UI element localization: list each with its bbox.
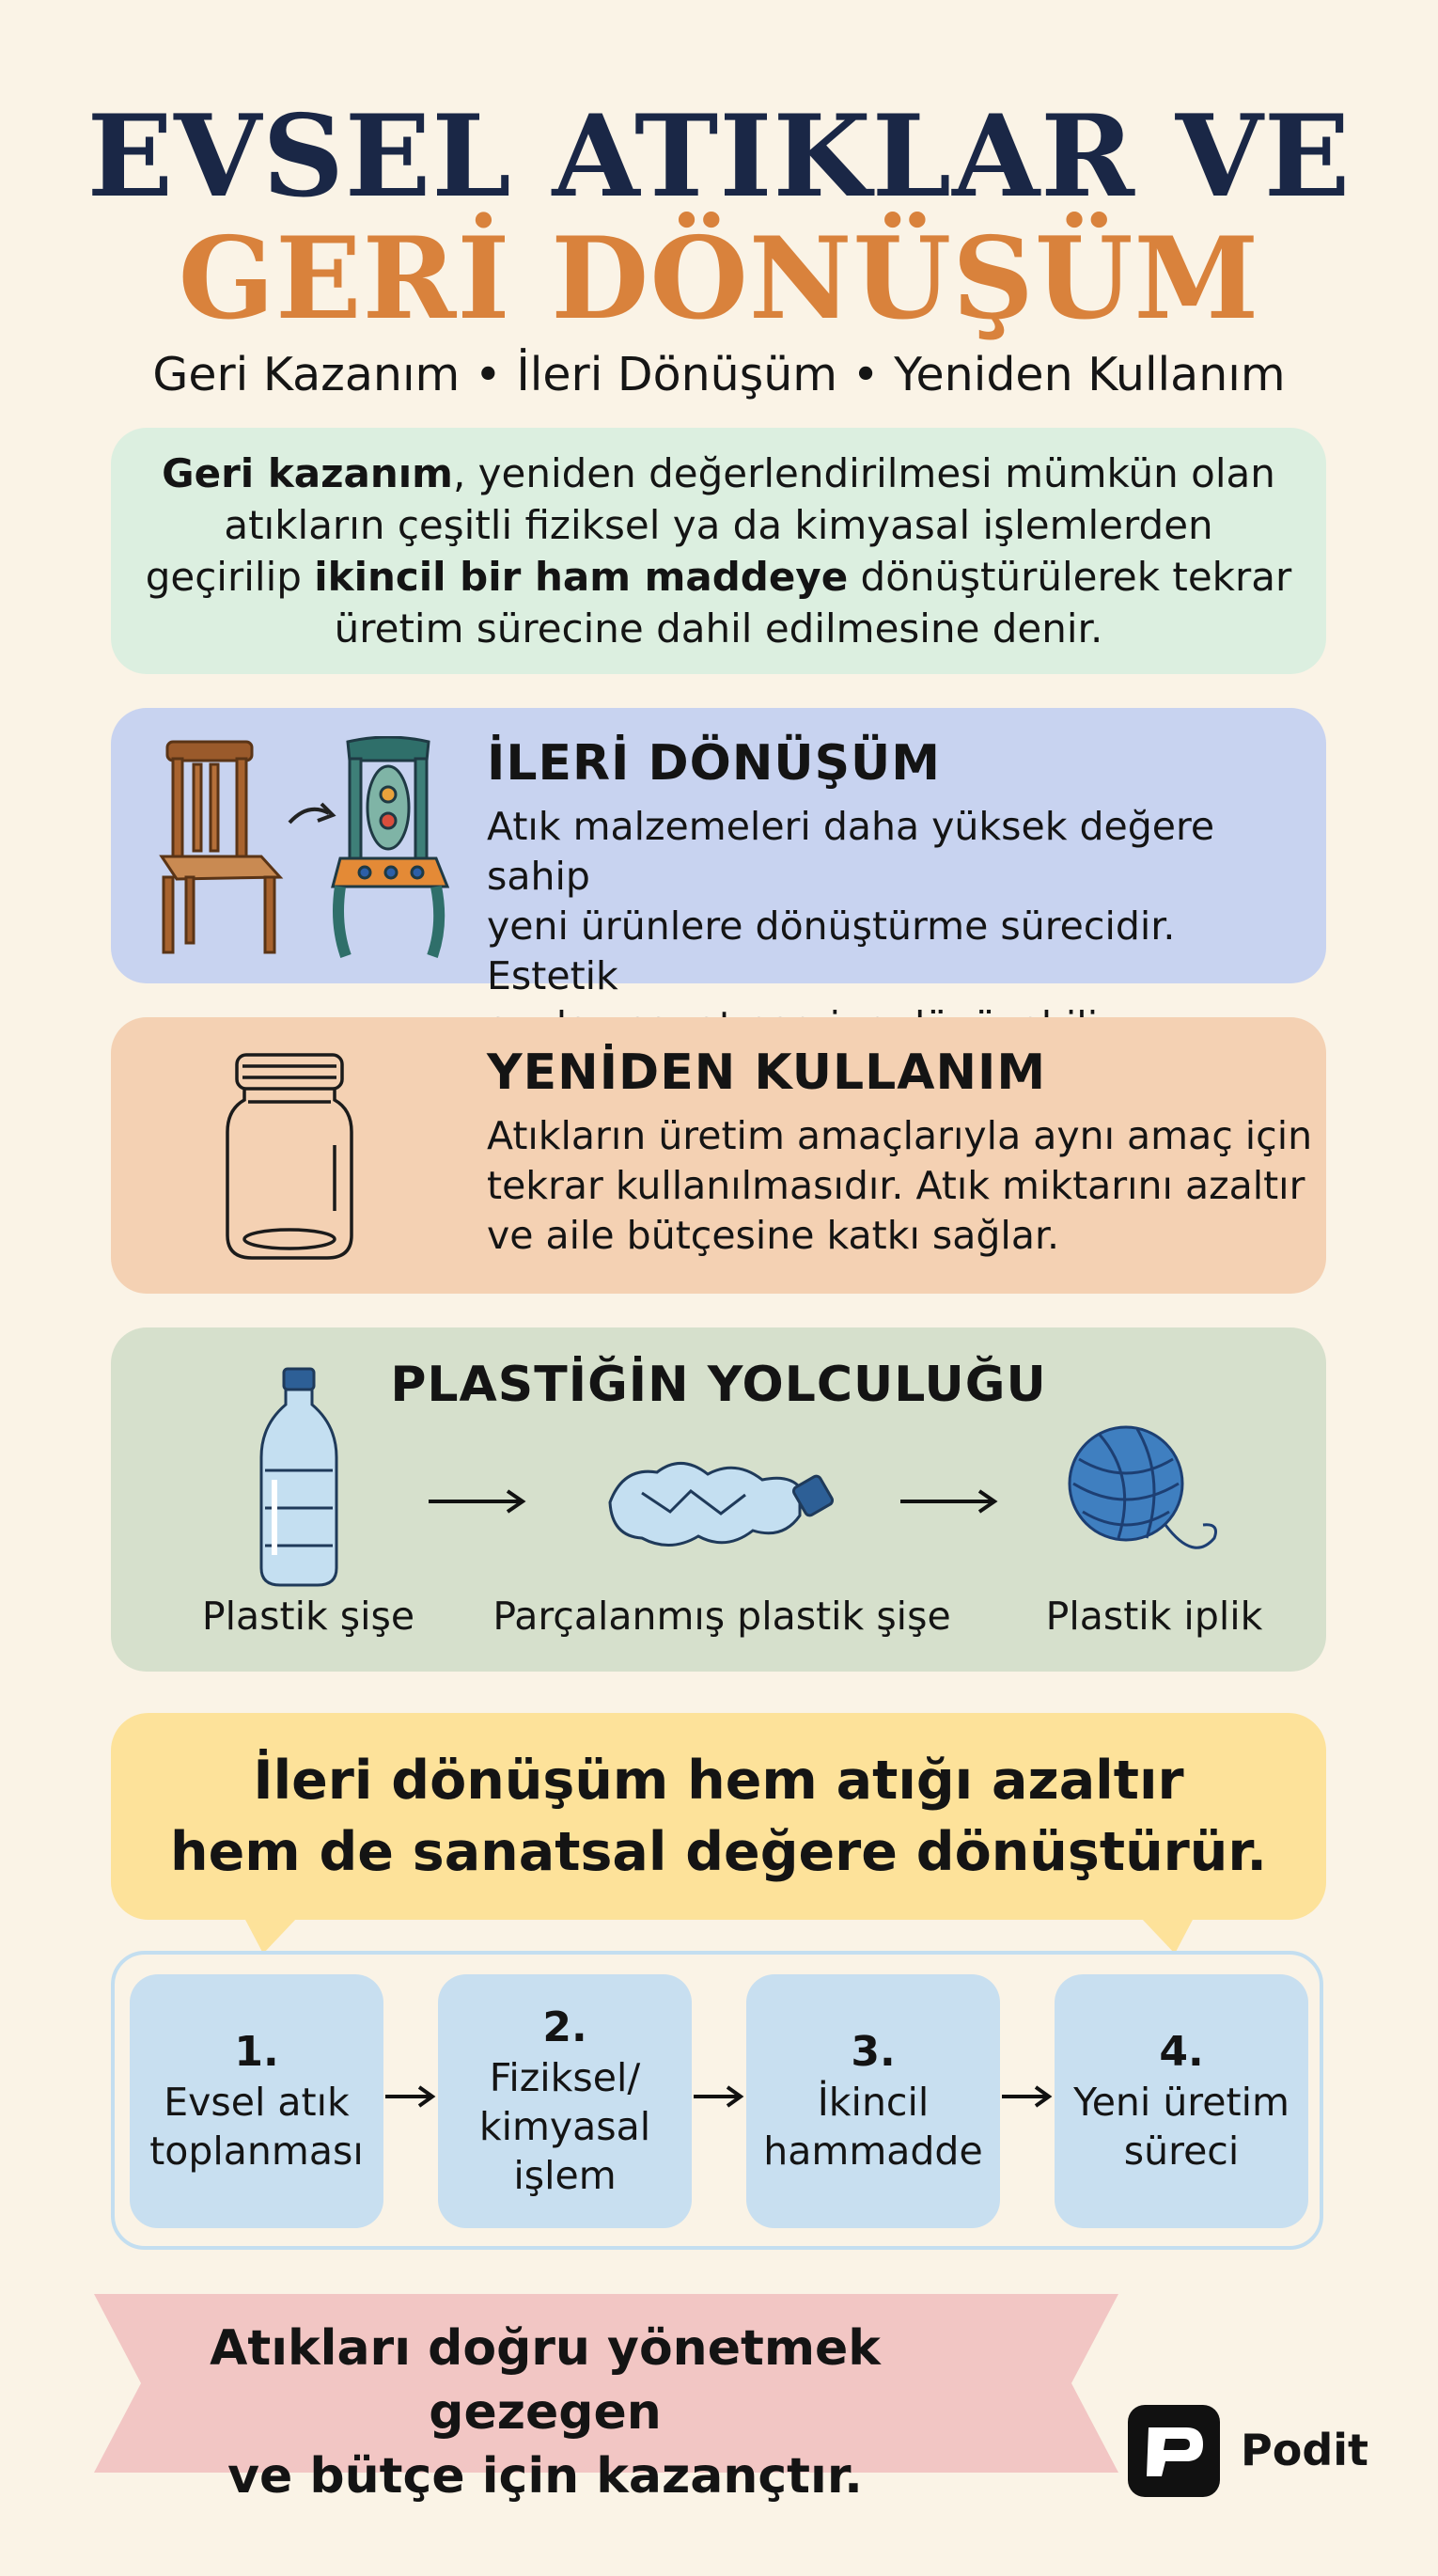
process-step-1	[130, 1974, 383, 2228]
process-step-3	[746, 1974, 1000, 2228]
plastik-yolculugu-card	[111, 1327, 1326, 1672]
arrow-right-icon	[692, 2082, 746, 2111]
step-label: Yeni üretim süreci	[1073, 2080, 1290, 2174]
stage-label-bottle: Plastik şişe	[201, 1594, 415, 1639]
process-step-4	[1055, 1974, 1308, 2228]
yeniden-desc-line3: ve aile bütçesine katkı sağlar.	[487, 1213, 1060, 1258]
step-number: 1.	[234, 2028, 279, 2076]
ileri-donusum-heading: İLERİ DÖNÜŞÜM	[487, 735, 942, 792]
step-number: 3.	[851, 2028, 896, 2076]
definition-part2: dönüştürülerek tekrar üretim sürecine dahil edilmesine denir.	[334, 554, 1292, 652]
definition-card	[111, 428, 1326, 674]
arrow-right-icon	[899, 1487, 1002, 1516]
banner-line2: ve bütçe için kazançtır.	[227, 2448, 863, 2505]
yeniden-kullanim-desc	[487, 1111, 1314, 1261]
yarn-ball-icon	[1062, 1422, 1222, 1572]
step-label: İkincil hammadde	[763, 2080, 983, 2174]
quote-tail-right	[1137, 1918, 1194, 1956]
ileri-desc-line2: yeni ürünlere dönüştürme sürecidir. Estetik	[487, 903, 1176, 998]
page-title-line2: GERİ DÖNÜŞÜM	[178, 212, 1260, 345]
arrow-right-icon	[1000, 2082, 1055, 2111]
step-label: Evsel atık toplanması	[149, 2080, 364, 2174]
ileri-donusum-card	[111, 708, 1326, 998]
page-subtitle: Geri Kazanım • İleri Dönüşüm • Yeniden Kullanım	[152, 348, 1286, 401]
yeniden-desc-line1: Atıkların üretim amaçlarıyla aynı amaç için	[487, 1113, 1313, 1158]
podit-logo-icon	[1128, 2405, 1220, 2497]
arrow-right-icon	[383, 2082, 438, 2111]
step-number: 2.	[542, 2003, 587, 2051]
definition-lead: Geri kazanım	[162, 450, 453, 496]
step-number: 4.	[1159, 2028, 1204, 2076]
ileri-desc-line1: Atık malzemeleri daha yüksek değere sahip	[487, 804, 1215, 899]
quote-line2: hem de sanatsal değere dönüştürür.	[170, 1821, 1267, 1883]
stage-label-yarn: Plastik iplik	[1045, 1594, 1263, 1639]
plastic-bottle-icon	[252, 1367, 346, 1589]
chair-upcycle-icon	[148, 736, 477, 962]
glass-jar-icon	[224, 1051, 355, 1262]
ribbon-banner-text	[141, 2317, 949, 2508]
ileri-donusum-desc	[487, 802, 1314, 1051]
banner-line1: Atıkları doğru yönetmek gezegen	[210, 2320, 881, 2441]
definition-bold: ikincil bir ham maddeye	[314, 554, 849, 600]
definition-part1: , yeniden değerlendirilmesi mümkün olan atıkların çeşitli fiziksel ya da kimyasal işlemlerden geçirilip	[145, 450, 1275, 600]
plastik-heading: PLASTİĞİN YOLCULUĞU	[390, 1357, 1047, 1413]
brand-name: Podit	[1241, 2425, 1369, 2475]
stage-label-crushed: Parçalanmış plastik şişe	[492, 1594, 951, 1639]
step-label: Fiziksel/ kimyasal işlem	[478, 2055, 651, 2198]
page-title-line1: EVSEL ATIKLAR VE	[86, 90, 1352, 223]
yeniden-kullanim-card	[111, 1017, 1326, 1294]
definition-text	[141, 448, 1297, 654]
process-step-2	[438, 1974, 692, 2228]
yeniden-desc-line2: tekrar kullanılmasıdır. Atık miktarını azaltır	[487, 1163, 1305, 1208]
quote-bubble	[111, 1713, 1326, 1920]
quote-line1: İleri dönüşüm hem atığı azaltır	[253, 1750, 1184, 1812]
crushed-bottle-icon	[604, 1446, 845, 1559]
arrow-right-icon	[427, 1487, 530, 1516]
yeniden-kullanim-heading: YENİDEN KULLANIM	[487, 1045, 1047, 1101]
quote-tail-left	[244, 1918, 301, 1956]
